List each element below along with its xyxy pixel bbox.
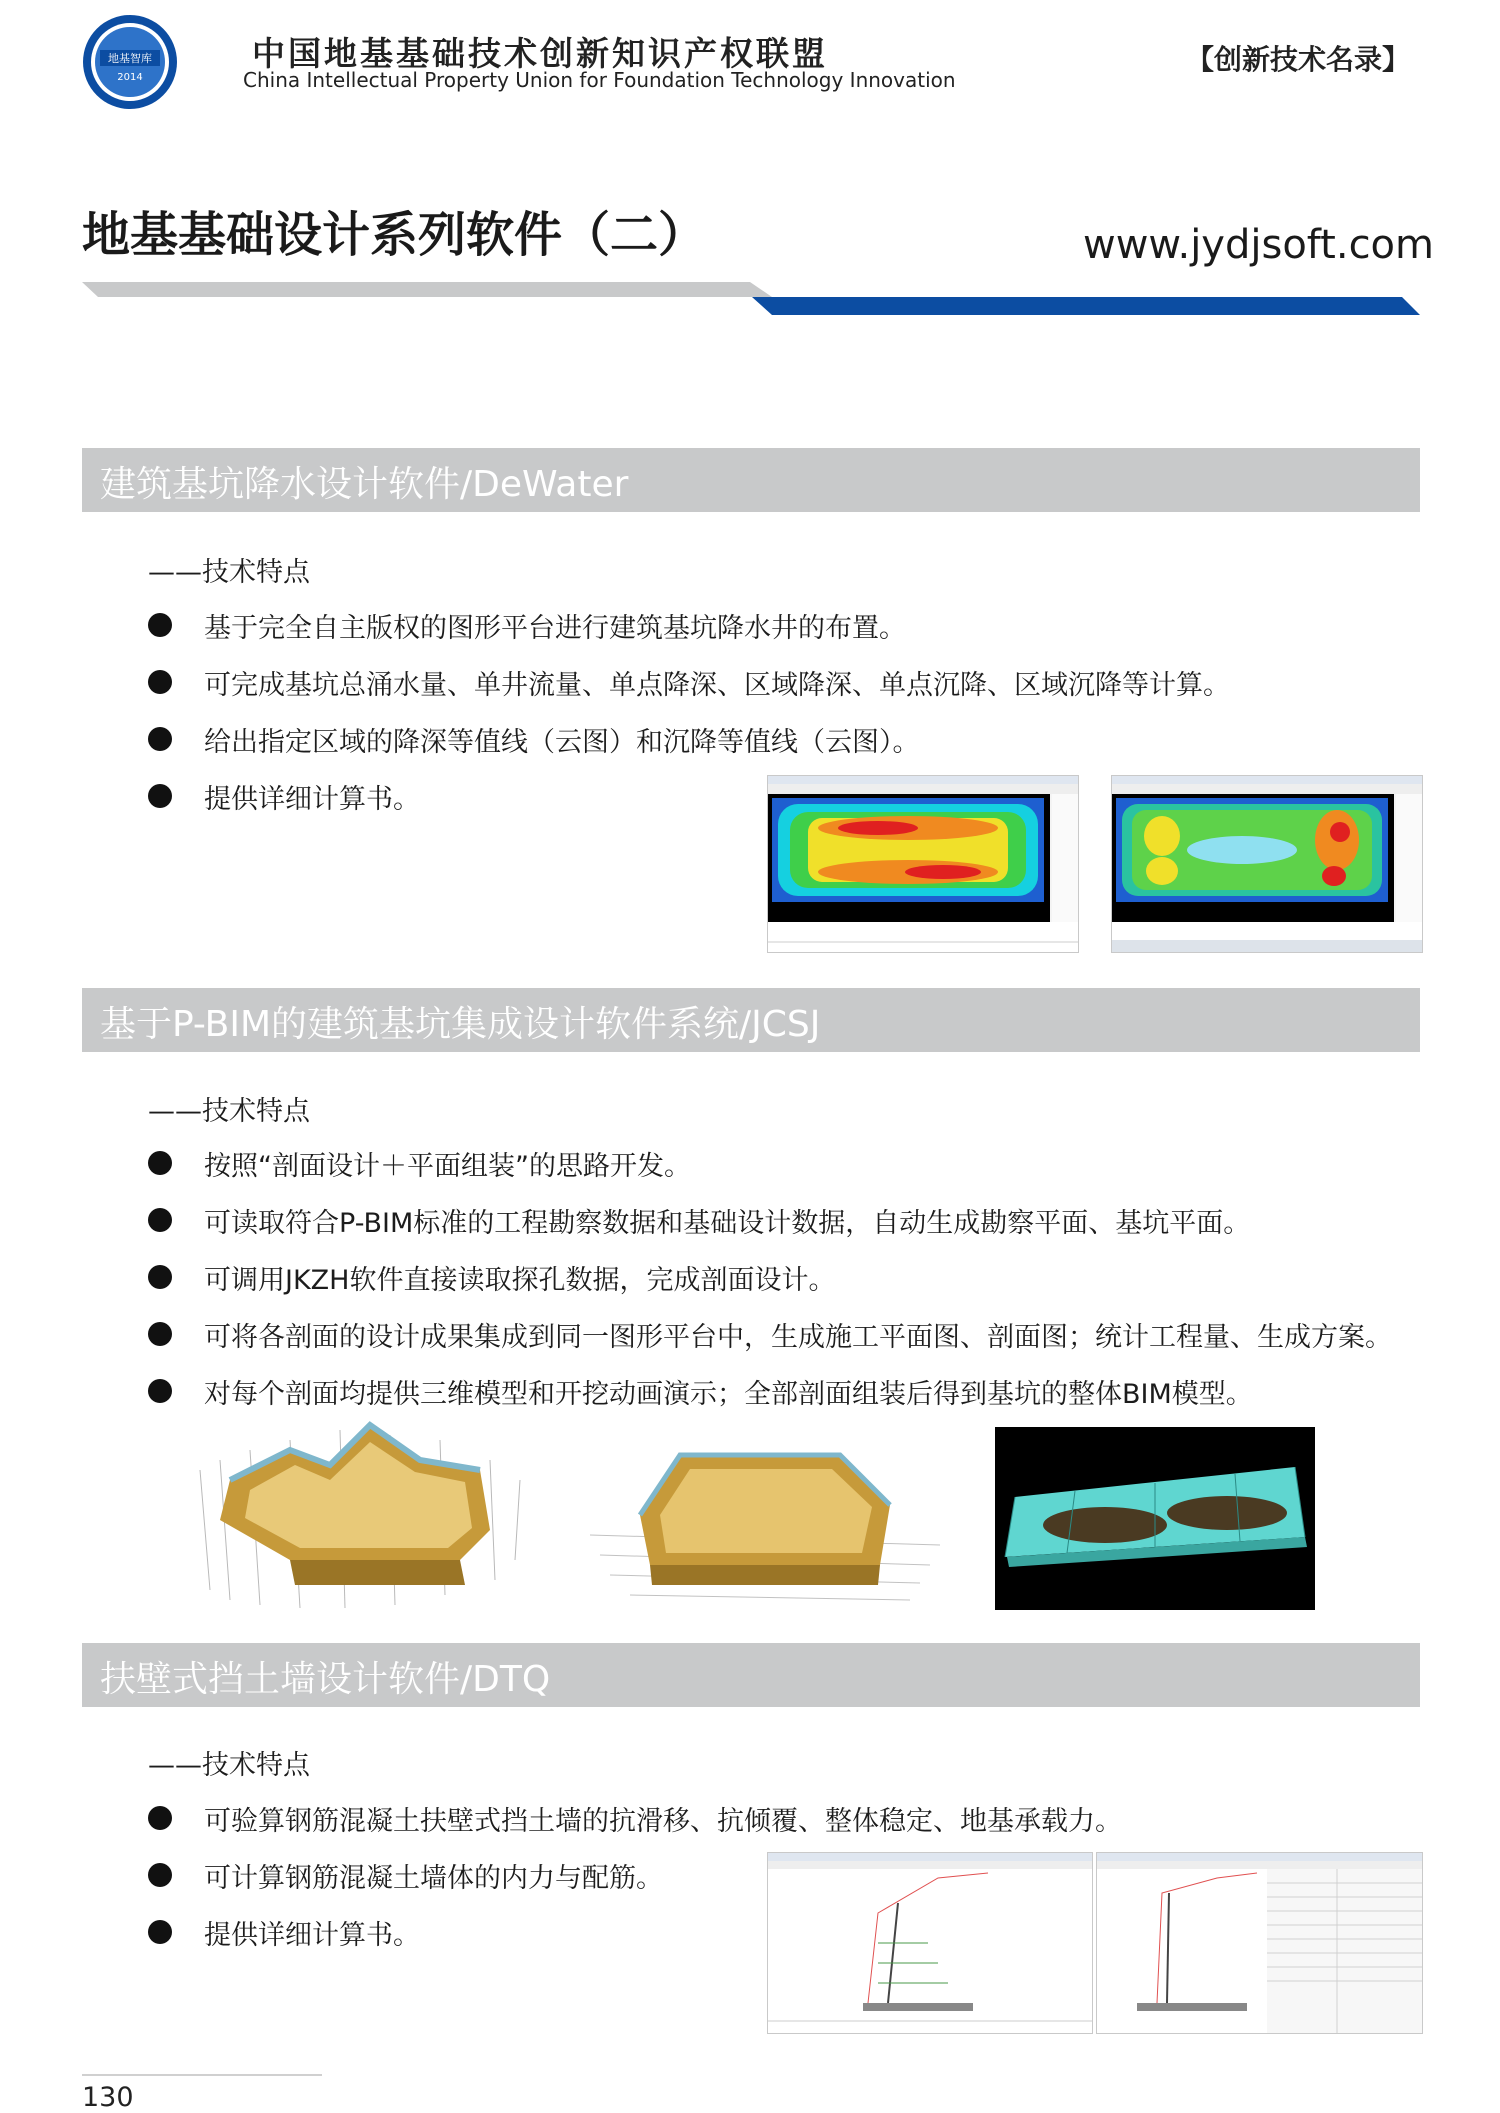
bullet-text: 可计算钢筋混凝土墙体的内力与配筋。 [204, 1863, 663, 1894]
bullet-dot [148, 1863, 172, 1887]
bullet-dot [148, 727, 172, 751]
pit-3d-model-2 [590, 1445, 940, 1605]
pit-3d-model-3 [995, 1427, 1315, 1610]
bullet-text: 可验算钢筋混凝土扶壁式挡土墙的抗滑移、抗倾覆、整体稳定、地基承载力。 [204, 1806, 1122, 1837]
section-heading: 扶壁式挡土墙设计软件/DTQ [100, 1659, 551, 1700]
dtq-screenshot-2 [1096, 1852, 1423, 2034]
union-logo [82, 14, 178, 110]
bullet-text: 基于完全自主版权的图形平台进行建筑基坑降水井的布置。 [204, 613, 906, 644]
section-header-dewater [82, 448, 1420, 512]
website-link[interactable]: www.jydjsoft.com [1083, 222, 1434, 268]
bullet-dot [148, 1265, 172, 1289]
org-name-cn: 中国地基基础技术创新知识产权联盟 [252, 34, 828, 73]
logo-year: 2014 [117, 72, 143, 83]
footer-divider [82, 2074, 322, 2076]
bullet-text: 提供详细计算书。 [204, 1920, 420, 1951]
bullet-dot [148, 784, 172, 808]
bullet-text: 可将各剖面的设计成果集成到同一图形平台中，生成施工平面图、剖面图；统计工程量、生成方案。 [204, 1322, 1392, 1353]
bullet-text: 可完成基坑总涌水量、单井流量、单点降深、区域降深、单点沉降、区域沉降等计算。 [204, 670, 1230, 701]
dewater-contour-screenshot-1 [767, 775, 1079, 953]
bullet-dot [148, 1208, 172, 1232]
pit-3d-model-1 [190, 1410, 530, 1610]
bullet-text: 对每个剖面均提供三维模型和开挖动画演示；全部剖面组装后得到基坑的整体BIM模型。 [204, 1379, 1253, 1410]
catalog-label: 【创新技术名录】 [1186, 43, 1411, 76]
dewater-contour-screenshot-2 [1111, 775, 1423, 953]
org-name-en: China Intellectual Property Union for Foundation Technology Innovation [243, 68, 956, 92]
bullet-text: 给出指定区域的降深等值线（云图）和沉降等值线（云图）。 [204, 727, 920, 758]
bullet-dot [148, 613, 172, 637]
page-number: 130 [82, 2082, 134, 2113]
bullet-dot [148, 1806, 172, 1830]
bullet-dot [148, 1920, 172, 1944]
features-label: ——技术特点 [148, 1096, 310, 1127]
page-title: 地基基础设计系列软件（二） [82, 207, 707, 263]
section-heading: 建筑基坑降水设计软件/DeWater [100, 464, 629, 505]
dtq-screenshot-1 [767, 1852, 1093, 2034]
section-header-dtq [82, 1643, 1420, 1707]
bullet-text: 可读取符合P-BIM标准的工程勘察数据和基础设计数据，自动生成勘察平面、基坑平面。 [204, 1208, 1251, 1239]
bullet-dot [148, 1322, 172, 1346]
bullet-text: 可调用JKZH软件直接读取探孔数据，完成剖面设计。 [204, 1265, 836, 1296]
bullet-dot [148, 1151, 172, 1175]
section-header-jcsj [82, 988, 1420, 1052]
title-underline-bar [82, 282, 1420, 316]
features-label: ——技术特点 [148, 557, 310, 588]
bullet-text: 按照“剖面设计＋平面组装”的思路开发。 [204, 1151, 691, 1182]
section-heading: 基于P-BIM的建筑基坑集成设计软件系统/JCSJ [100, 1004, 821, 1045]
logo-text: 地基智库 [108, 52, 152, 65]
bullet-text: 提供详细计算书。 [204, 784, 420, 815]
bullet-dot [148, 1379, 172, 1403]
features-label: ——技术特点 [148, 1750, 310, 1781]
bullet-dot [148, 670, 172, 694]
